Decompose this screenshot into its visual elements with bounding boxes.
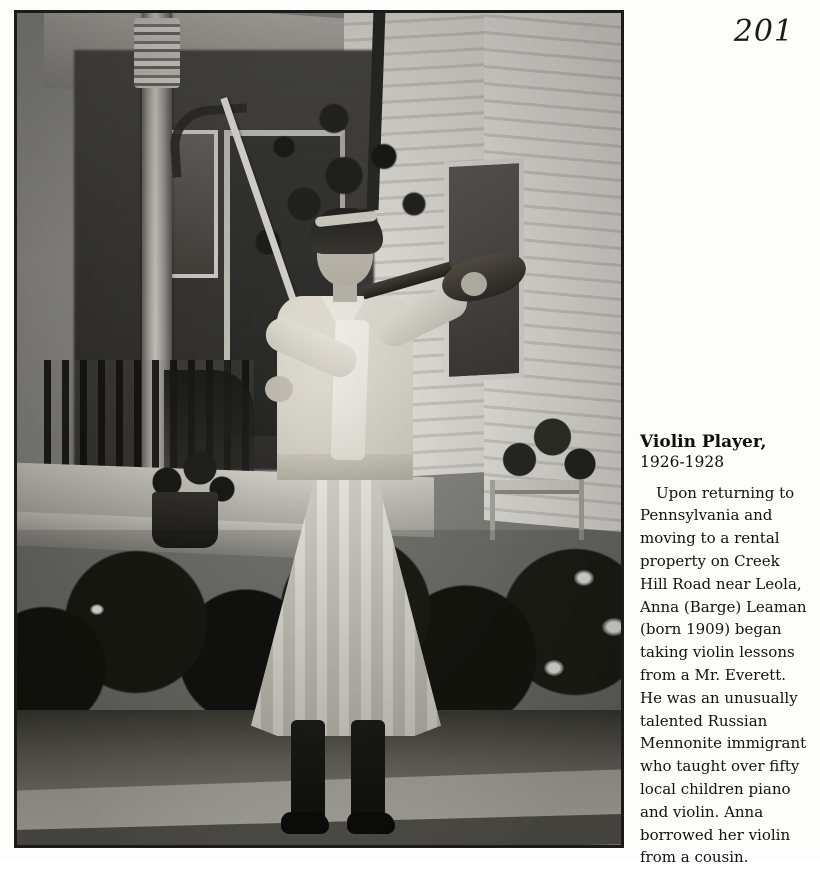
photo-vignette (14, 10, 624, 848)
caption-body: Upon returning to Pennsylvania and moving to a rental property on Creek Hill Road near Leola, Anna (Barge) Leaman (born 1909) began taking violin lessons from a Mr. Everett. He was an unusually talented Russian Mennonite immigrant who taught over fifty local children piano and violin. Anna borrowed her violin from a cousin. (640, 483, 807, 867)
caption-title: Violin Player, (640, 432, 767, 452)
photograph (14, 10, 624, 848)
caption-dates: 1926-1928 (640, 453, 725, 472)
caption-block (640, 432, 808, 869)
photograph-image (14, 10, 624, 848)
page-number: 201 (733, 14, 794, 49)
